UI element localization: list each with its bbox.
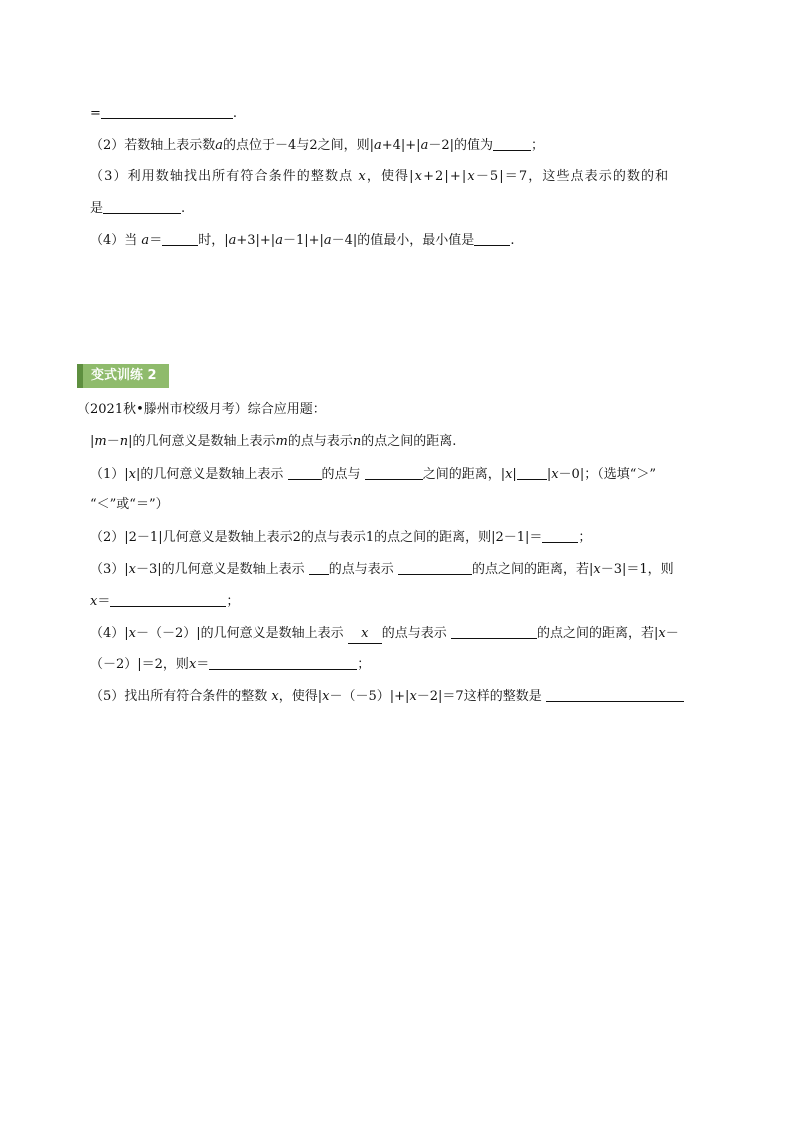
answer-blank[interactable] bbox=[288, 465, 322, 480]
answer-blank[interactable] bbox=[209, 655, 357, 670]
question-4: （4）当 a＝ 时，|a+3|+|a－1|+|a－4|的值最小，最小值是 . bbox=[90, 233, 515, 248]
question-2: （2）若数轴上表示数a的点位于－4与2之间，则|a+4|+|a－2|的值为 ； bbox=[90, 138, 545, 153]
subquestion-1: （1）|x|的几何意义是数轴上表示 的点与 之间的距离，|x| |x－0|；（选填“＞” bbox=[90, 467, 656, 482]
answer-blank[interactable] bbox=[542, 528, 578, 543]
answer-blank[interactable] bbox=[493, 136, 531, 151]
subquestion-3-cont: x＝ ； bbox=[90, 594, 240, 609]
answer-blank[interactable] bbox=[474, 231, 510, 246]
answer-blank[interactable] bbox=[309, 560, 329, 575]
answer-line-eq: = . bbox=[90, 106, 238, 121]
answer-blank[interactable] bbox=[110, 592, 226, 607]
answer-blank[interactable] bbox=[517, 465, 547, 480]
answer-blank[interactable] bbox=[103, 199, 181, 214]
question-3: （3）利用数轴找出所有符合条件的整数点 x，使得|x+2|+|x－5|＝7，这些点表示的数的和 bbox=[90, 169, 670, 184]
answer-blank[interactable] bbox=[398, 560, 472, 575]
answer-blank[interactable] bbox=[365, 465, 423, 480]
subquestion-4-cont: （－2）|＝2，则x＝ ； bbox=[90, 657, 371, 672]
subquestion-3: （3）|x－3|的几何意义是数轴上表示 的点与表示 的点之间的距离，若|x－3|＝1，则 bbox=[90, 562, 674, 577]
filled-answer[interactable]: x bbox=[348, 625, 382, 644]
subquestion-5: （5）找出所有符合条件的整数 x，使得|x－（－5）|+|x－2|＝7这样的整数是 bbox=[90, 687, 684, 706]
section-badge: 变式训练 2 bbox=[77, 364, 169, 388]
question-3-cont: 是 . bbox=[90, 201, 186, 216]
answer-blank[interactable] bbox=[101, 104, 233, 119]
problem-intro: |m－n|的几何意义是数轴上表示m的点与表示n的点之间的距离. bbox=[90, 434, 457, 449]
subquestion-1-cont: “＜”或“＝”） bbox=[90, 497, 169, 512]
problem-source: （2021秋•滕州市校级月考）综合应用题： bbox=[77, 402, 326, 417]
subquestion-4: （4）|x－（－2）|的几何意义是数轴上表示 x 的点与表示 的点之间的距离，若|x－ bbox=[90, 624, 679, 644]
answer-blank[interactable] bbox=[451, 624, 537, 639]
answer-blank[interactable] bbox=[546, 687, 684, 702]
subquestion-2: （2）|2－1|几何意义是数轴上表示2的点与表示1的点之间的距离，则|2－1|＝ ； bbox=[90, 530, 592, 545]
answer-blank[interactable] bbox=[162, 231, 198, 246]
